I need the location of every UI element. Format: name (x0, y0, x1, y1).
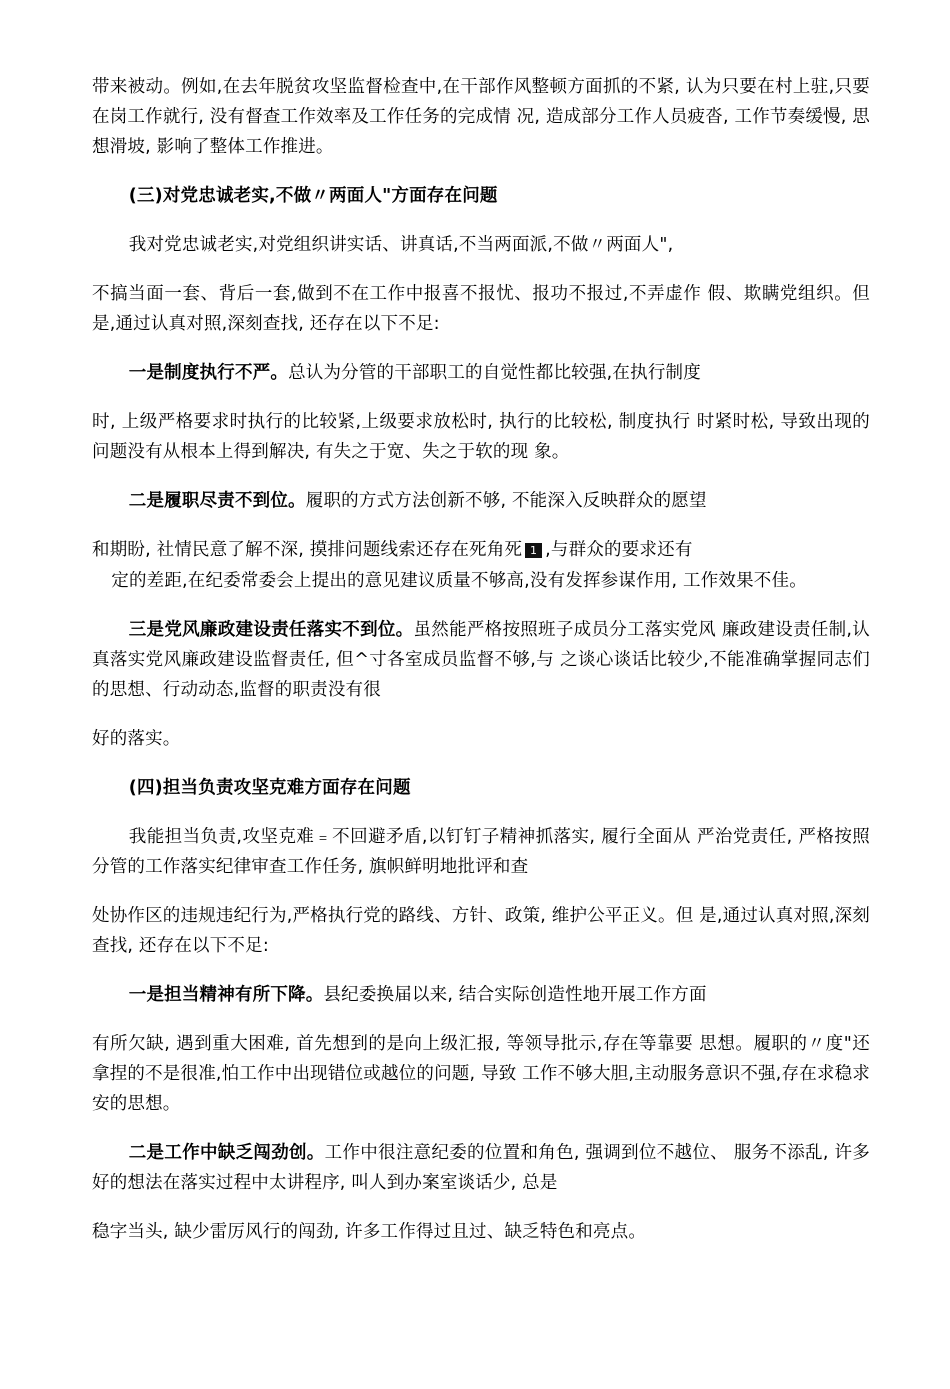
document-body (92, 72, 870, 1247)
point-two-lead: 二是履职尽责不到位。 (128, 491, 306, 511)
paragraph-point-three-responsibility (92, 615, 870, 705)
spacer (92, 1199, 870, 1217)
paragraph-point-two-drive (92, 1138, 870, 1198)
paragraph-point-one-spirit (92, 980, 870, 1010)
point-two-drive-text: 工作中很注意纪委的位置和角色, 强调到位不越位、 服务不添乱, 许多好的想法在落实过程中太讲程序, 叫人到办案室谈话少, 总是 (92, 1143, 870, 1193)
point-one-text: 总认为分管的干部职工的自觉性都比较强,在执行制度 (288, 363, 701, 383)
spacer (92, 468, 870, 486)
spacer (92, 597, 870, 615)
paragraph-point-one-spirit-continued: 有所欠缺, 遇到重大困难, 首先想到的是向上级汇报, 等领导批示,存在等靠要 思想。履职的〃度"还拿捏的不是很准,怕工作中出现错位或越位的问题, 导致 工作不够大胆,主动服务意识不强,存在求稳求安的思想。 (92, 1034, 870, 1114)
paragraph-point-three-continued: 好的落实。 (92, 729, 181, 749)
paragraph-loyalty-statement: 我对党忠诚老实,对党组织讲实话、讲真话,不当两面派,不做〃两面人", (128, 235, 674, 255)
paragraph-point-two-drive-continued: 稳字当头, 缺少雷厉风行的闯劲, 许多工作得过且过、缺乏特色和亮点。 (92, 1222, 647, 1242)
point-three-text: 虽然能严格按照班子成员分工落实党风 廉政建设责任制,认真落实党风廉政建设监督责任, 但^寸各室成员监督不够,与 之谈心谈话比较少,不能准确掌握同志们的思想、行动动态,监督的职责没有很 (92, 620, 870, 700)
spacer (92, 804, 870, 822)
paragraph-intro: 带来被动。例如,在去年脱贫攻坚监督检查中,在干部作风整顿方面抓的不紧, 认为只要在村上驻,只要在岗工作就行, 没有督查工作效率及工作任务的完成情 况, 造成部分工作人员疲沓, 工作节奏缓慢, 思想滑坡, 影响了整体工作推进。 (92, 77, 870, 157)
black-box-marker-icon: 1 (525, 543, 542, 558)
spacer (92, 261, 870, 279)
paragraph-point-two-duty (92, 486, 870, 516)
section-heading-four: (四)担当负责攻坚克难方面存在问题 (128, 778, 411, 798)
paragraph-responsibility-statement: 我能担当负责,攻坚克难﹦不回避矛盾,以钉钉子精神抓落实, 履行全面从 严治党责任, 严格按照分管的工作落实纪律审查工作任务, 旗帜鲜明地批评和查 (92, 827, 870, 877)
spacer (92, 1120, 870, 1138)
spacer (92, 883, 870, 901)
point-one-lead: 一是制度执行不严。 (128, 363, 289, 383)
section-heading-three: (三)对党忠诚老实,不做〃两面人"方面存在问题 (128, 186, 498, 206)
point-one-spirit-lead: 一是担当精神有所下降。 (128, 985, 324, 1005)
marker-line-text-after: ,与群众的要求还有 (545, 540, 693, 560)
marker-line-text-before: 和期盼, 社情民意了解不深, 摸排问题线索还存在死角死 (92, 540, 523, 560)
paragraph-point-one-system (92, 358, 870, 388)
spacer (92, 706, 870, 724)
paragraph-with-marker (92, 535, 870, 565)
spacer (92, 517, 870, 535)
paragraph-point-two-continued: 定的差距,在纪委常委会上提出的意见建议质量不够高,没有发挥参谋作用, 工作效果不佳。 (111, 571, 807, 591)
point-three-lead: 三是党风廉政建设责任落实不到位。 (128, 620, 414, 640)
point-two-text: 履职的方式方法创新不够, 不能深入反映群众的愿望 (305, 491, 707, 511)
point-one-spirit-text: 县纪委换届以来, 结合实际创造性地开展工作方面 (323, 985, 707, 1005)
paragraph-loyalty-continued: 不搞当面一套、背后一套,做到不在工作中报喜不报忧、报功不报过,不弄虚作 假、欺瞒党组织。但是,通过认真对照,深刻查找, 还存在以下不足: (92, 284, 870, 334)
spacer (92, 340, 870, 358)
paragraph-point-one-continued: 时, 上级严格要求时执行的比较紧,上级要求放松时, 执行的比较松, 制度执行 时紧时松, 导致出现的问题没有从根本上得到解决, 有失之于宽、失之于软的现 象。 (92, 412, 870, 462)
spacer (92, 212, 870, 230)
spacer (92, 755, 870, 773)
spacer (92, 962, 870, 980)
spacer (92, 389, 870, 407)
paragraph-responsibility-continued: 处协作区的违规违纪行为,严格执行党的路线、方针、政策, 维护公平正义。但 是,通过认真对照,深刻查找, 还存在以下不足: (92, 906, 870, 956)
spacer (92, 1011, 870, 1029)
point-two-drive-lead: 二是工作中缺乏闯劲创。 (128, 1143, 325, 1163)
spacer (92, 163, 870, 181)
